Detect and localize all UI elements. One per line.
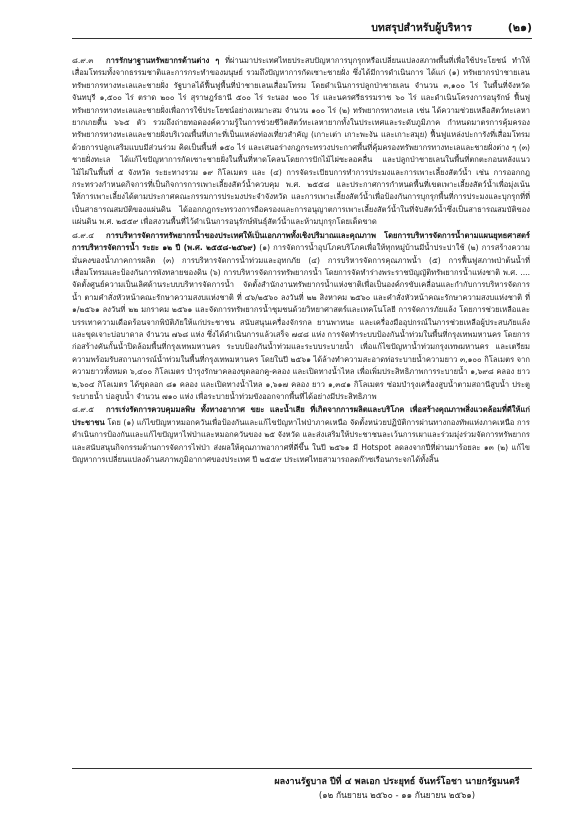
paragraph-text: โดย (๑) แก้ไขปัญหาหมอกควันเพื่อป้องกันและแก้ไขปัญหาไฟป่าภาคเหนือ จัดตั้งหน่วยปฏิบัติการผ่านทางกองทัพแห่งภาคเหนือ การดำเนินการป้องกันและแก้ไขปัญหาไฟป่าและหมอกควันของ ๒๕ จังหวัด และส่งเสริมให้ประชาชนละเว้นการเผาและร่วมมุ่งร่วมจัดการทรัพยากร และสนับสนุนกิจกรรมด้านการจัดการไฟป่า ส่งผลให้คุณภาพอากาศที่ดีขึ้น ในปี ๒๕๖๑ มี Hotspot ลดลงจากปีที่ผ่านมาร้อยละ ๑๓ (๒) แก้ไขปัญหาการเปลี่ยนแปลงด้านสภาพภูมิอากาศของประเทศ ปี ๒๕๕๙ ประเทศไทยสามารถลดก๊าซเรือนกระจกได้ทั้งสิ้น [72,417,530,464]
paragraph-text: ที่ผ่านมาประเทศไทยประสบปัญหาการบุกรุกหรือเปลี่ยนแปลงสภาพพื้นที่เพื่อใช้ประโยชน์ ทำให้เสื่อมโทรมทั้งจากธรรมชาติและการกระทำของมนุษย์ รวมถึงปัญหาการกัดเซาะชายฝั่ง ซึ่งได้มีการดำเนินการ ได้แก่ (๑) ทรัพยากรป่าชายเลน ทรัพยากรทางทะเลและชายฝั่ง รัฐบาลได้ฟื้นฟูพื้นที่ป่าชายเลนเสื่อมโทรม โดยดำเนินการปลูกป่าชายเลน จำนวน ๓,๑๐๐ ไร่ ในพื้นที่จังหวัดจันทบุรี ๑,๕๐๐ ไร่ ตราด ๒๐๐ ไร่ สุราษฎร์ธานี ๕๐๐ ไร่ ระนอง ๒๐๐ ไร่ และนครศรีธรรมราช ๖๐ ไร่ และดำเนินโครงการอนุรักษ์ ฟื้นฟูทรัพยากรทางทะเลและชายฝั่งเพื่อการใช้ประโยชน์อย่างเหมาะสม จำนวน ๑๐๐ ไร่ (๒) ทรัพยากรทางทะเล เช่น ได้ความช่วยเหลือสัตว์ทะเลหายากเกยตื้น ๖๖๕ ตัว รวมถึงถ่ายทอดองค์ความรู้ในการช่วยชีวิตสัตว์ทะเลหายากทั้งในประเทศและระดับภูมิภาค กำหนดมาตรการคุ้มครองทรัพยากรทางทะเลและชายฝั่งบริเวณพื้นที่เกาะที่เป็นแหล่งท่องเที่ยวสำคัญ (เกาะเต่า เกาะพะงัน และเกาะสมุย) ฟื้นฟูแหล่งปะการังที่เสื่อมโทรมด้วยการปลูกเสริมแบบมีส่วนร่วม คิดเป็นพื้นที่ ๑๕๐ ไร่ และเสนอร่างกฎกระทรวงประกาศพื้นที่คุ้มครองทรัพยากรทางทะเลและชายฝั่งต่าง ๆ (๓) ชายฝั่งทะเล ได้แก้ไขปัญหาการกัดเซาะชายฝั่งในพื้นที่หาดโคลนโดยการปักไม้ไผ่ชะลอคลื่น และปลูกป่าชายเลนในพื้นที่ตกตะกอนหลังแนวไม้ไผ่ในพื้นที่ ๕ จังหวัด ระยะทางรวม ๑๙ กิโลเมตร และ (๔) การจัดระเบียบการทำการประมงและการเพาะเลี้ยงสัตว์น้ำ เช่น การออกกฎกระทรวงกำหนดกิจการที่เป็นกิจการการเพาะเลี้ยงสัตว์น้ำควบคุม พ.ศ. ๒๕๕๘ และประกาศการกำหนดพื้นที่เขตเพาะเลี้ยงสัตว์น้ำเพื่อมุ่งเน้นให้การเพาะเลี้ยงได้ตามประกาศคณะกรรมการประมงประจำจังหวัด และการเพาะเลี้ยงสัตว์น้ำเพื่อป้องกันการบุกรุกพื้นที่การประมงและบุกรุกที่ที่เป็นสาธารณสมบัติของแผ่นดิน ได้ออกกฎกระทรวงการถือครองและการอนุญาตการเพาะเลี้ยงสัตว์น้ำในที่จับสัตว์น้ำซึ่งเป็นสาธารณสมบัติของแผ่นดิน พ.ศ. ๒๕๕๙ เพื่อสงวนพื้นที่ไว้ดำเนินการอนุรักษ์พันธุ์สัตว์น้ำและห้ามบุกรุกโดยเด็ดขาด [72,56,530,227]
footer-date-range: (๑๒ กันยายน ๒๕๖๐ - ๑๑ กันยายน ๒๕๖๑) [318,791,476,801]
header-divider [72,38,532,39]
document-body [72,55,530,467]
paragraph-lead: การเร่งรัดการควบคุมมลพิษ ทั้งทางอากาศ ขยะ และน้ำเสีย ที่เกิดจากการผลิตและบริโภค เพื่อสร้างคุณภาพสิ่งแวดล้อมที่ดีให้แก่ประชาชน [72,405,530,427]
page-number: (๒๑) [507,21,532,34]
paragraph-number: ๘.๙.๓ [72,56,94,65]
paragraph-lead: การบริหารจัดการทรัพยากรน้ำของประเทศให้เป็นเอกภาพทั้งเชิงปริมาณและคุณภาพ โดยการบริหารจัดการน้ำตามแผนยุทธศาสตร์การบริหารจัดการน้ำ ระยะ ๑๒ ปี (พ.ศ. ๒๕๕๘-๒๕๖๙) [72,230,530,253]
page-footer [262,775,532,803]
footer-title: ผลงานรัฐบาล ปีที่ ๔ พลเอก ประยุทธ์ จันทร์โอชา นายกรัฐมนตรี [274,777,520,787]
page-header [72,16,532,40]
paragraph-8-9-3 [72,55,530,229]
footer-divider [72,768,532,769]
paragraph-lead: การรักษาฐานทรัพยากรด้านต่าง ๆ [106,56,220,65]
paragraph-number: ๘.๙.๕ [72,405,94,415]
paragraph-text: (๑) การจัดการน้ำอุปโภคบริโภคเพื่อให้ทุกหมู่บ้านมีน้ำประปาใช้ (๒) การสร้างความมั่นคงของน้ำภาคการผลิต (๓) การบริหารจัดการน้ำท่วมและอุทกภัย (๔) การบริหารจัดการคุณภาพน้ำ (๕) การฟื้นฟูสภาพป่าต้นน้ำที่เสื่อมโทรมและป้องกันการพังทลายของดิน (๖) การบริหารจัดการทรัพยากรน้ำ โดยการจัดทำร่างพระราชบัญญัติทรัพยากรน้ำแห่งชาติ พ.ศ. .... จัดตั้งศูนย์ความเป็นเลิศด้านระบบบริหารจัดการน้ำ จัดตั้งสำนักงานทรัพยากรน้ำแห่งชาติเพื่อเป็นองค์กรขับเคลื่อนและกำกับการบริหารจัดการน้ำ ตามคำสั่งหัวหน้าคณะรักษาความสงบแห่งชาติ ที่ ๔๖/๒๕๖๐ ลงวันที่ ๒๒ สิงหาคม ๒๕๖๐ และคำสั่งหัวหน้าคณะรักษาความสงบแห่งชาติ ที่ ๑/๒๕๖๑ ลงวันที่ ๒๒ มกราคม ๒๕๖๑ และจัดการทรัพยากรน้ำชุมชนด้วยวิทยาศาสตร์และเทคโนโลยี การจัดการภัยแล้ง โดยการช่วยเหลือและบรรเทาความเดือดร้อนจากพิบัติภัยให้แก่ประชาชน สนับสนุนเครื่องจักรกล ยานพาหนะ และเครื่องมืออุปกรณ์ในการช่วยเหลือผู้ประสบภัยแล้ง และขุดเจาะบ่อบาดาล จำนวน ๗๖๘ แห่ง ซึ่งได้ดำเนินการแล้วเสร็จ ๗๔๘ แห่ง การจัดทำระบบป้องกันน้ำท่วมในพื้นที่กรุงเทพมหานคร โดยการก่อสร้างคันกั้นน้ำปิดล้อมพื้นที่กรุงเทพมหานคร ระบบป้องกันน้ำท่วมและระบบระบายน้ำ เพื่อแก้ไขปัญหาน้ำท่วมกรุงเทพมหานคร และเตรียมความพร้อมรับสถานการณ์น้ำท่วมในพื้นที่กรุงเทพมหานคร โดยในปี ๒๕๖๑ ได้ล้างทำความสะอาดท่อระบายน้ำความยาว ๓,๑๐๐ กิโลเมตร จากความยาวทั้งหมด ๖,๔๐๐ กิโลเมตร บำรุงรักษาคลองขุดลอกคู-คลอง และเปิดทางน้ำไหล เพื่อเพิ่มประสิทธิภาพการระบายน้ำ ๑,๖๙๘ คลอง ยาว ๒,๖๐๔ กิโลเมตร ได้ขุดลอก ๘๑ คลอง และเปิดทางน้ำไหล ๑,๖๑๗ คลอง ยาว ๑,๓๔๑ กิโลเมตร ซ่อมบำรุงเครื่องสูบน้ำตามสถานีสูบน้ำ ประตูระบายน้ำ บ่อสูบน้ำ จำนวน ๗๑๐ แห่ง เพื่อระบายน้ำท่วมขังออกจากพื้นที่ได้อย่างมีประสิทธิภาพ [72,243,530,401]
paragraph-8-9-4 [72,230,530,404]
header-title: บทสรุปสำหรับผู้บริหาร [371,22,472,34]
paragraph-8-9-5 [72,404,530,466]
paragraph-number: ๘.๙.๔ [72,230,94,240]
